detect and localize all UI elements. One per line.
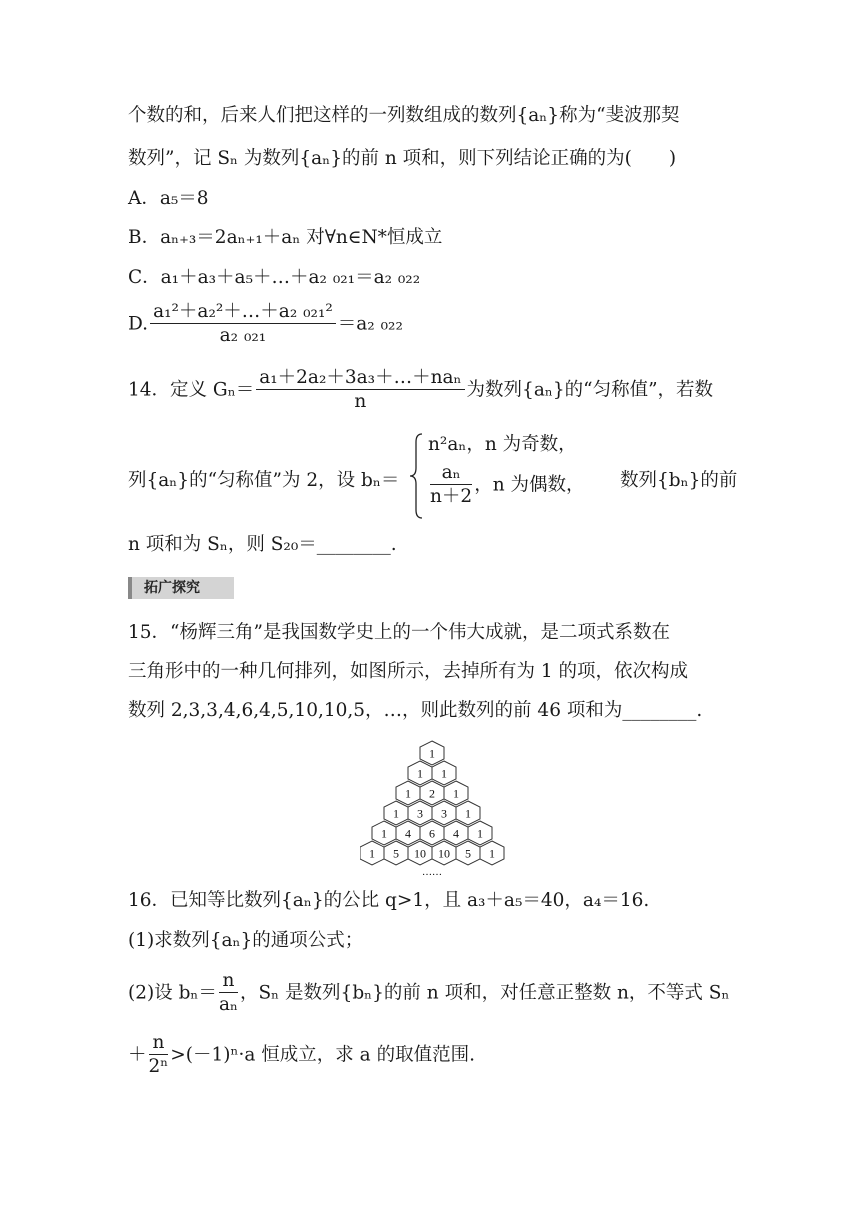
q16-line-3 [128, 970, 729, 1017]
triangle-cell [432, 761, 456, 785]
triangle-ellipsis: …… [422, 867, 442, 877]
triangle-cell-value: 10 [414, 846, 426, 861]
q14-fraction-numerator: a₁＋2a₂＋3a₃＋…＋naₙ [256, 367, 464, 390]
q16-part2-tail: ，Sₙ 是数列{bₙ}的前 n 项和，对任意正整数 n，不等式 Sₙ [239, 982, 730, 1004]
triangle-cell-value: 5 [393, 846, 399, 861]
q13-option-d-numerator: a₁²＋a₂²＋…＋a₂ ₀₂₁² [150, 301, 336, 324]
q13-option-d-label: D. [128, 313, 149, 335]
triangle-cell-value: 1 [465, 806, 471, 821]
q13-option-c: C．a₁＋a₃＋a₅＋…＋a₂ ₀₂₁＝a₂ ₀₂₂ [128, 267, 421, 288]
triangle-cell [468, 821, 492, 845]
q16-line-4 [128, 1032, 475, 1079]
q14-case-even-numerator: aₙ [430, 462, 472, 485]
triangle-cell [432, 841, 456, 865]
triangle-cell-value: 1 [405, 786, 411, 801]
q14-fraction-denominator: n [354, 391, 367, 412]
q16-bn-numerator: n [219, 970, 238, 993]
triangle-cell-value: 5 [465, 846, 471, 861]
q15-line-1: 15．“杨辉三角”是我国数学史上的一个伟大成就，是二项式系数在 [128, 622, 670, 643]
q16-line-1: 16．已知等比数列{aₙ}的公比 q>1，且 a₃＋a₅＝40，a₄＝16. [128, 890, 650, 911]
triangle-cell [408, 761, 432, 785]
q16-line4-denominator: 2ⁿ [148, 1056, 169, 1077]
triangle-cell [396, 781, 420, 805]
triangle-cell [408, 801, 432, 825]
triangle-cell-value: 1 [453, 786, 459, 801]
triangle-cell-value: 6 [429, 826, 435, 841]
triangle-cell-value: 4 [405, 826, 411, 841]
q14-line-1 [128, 367, 713, 414]
triangle-cell-value: 3 [441, 806, 447, 821]
q13-line-1: 个数的和，后来人们把这样的一列数组成的数列{aₙ}称为“斐波那契 [128, 105, 680, 126]
q14-case-even-denominator: n＋2 [430, 486, 473, 507]
q16-line-2: (1)求数列{aₙ}的通项公式； [128, 930, 364, 951]
triangle-cell-value: 3 [417, 806, 423, 821]
triangle-cell [420, 821, 444, 845]
q14-tail: 为数列{aₙ}的“匀称值”，若数 [466, 379, 714, 401]
triangle-cell [420, 741, 444, 765]
piecewise-brace [408, 432, 426, 520]
triangle-cell-value: 1 [381, 826, 387, 841]
triangle-cell-value: 1 [429, 746, 435, 761]
q14-case-even-tail: ，n 为偶数， [474, 474, 585, 496]
q16-bn-denominator: aₙ [218, 994, 238, 1015]
q15-line-2: 三角形中的一种几何排列，如图所示，去掉所有为 1 的项，依次构成 [128, 661, 689, 682]
triangle-cell-value: 1 [441, 766, 447, 781]
q13-option-d-fraction [150, 301, 336, 348]
triangle-cell [384, 841, 408, 865]
triangle-cell-value: 10 [438, 846, 450, 861]
triangle-cell-value: 1 [393, 806, 399, 821]
triangle-cell [480, 841, 504, 865]
q16-line4-lead: ＋ [128, 1044, 147, 1066]
triangle-cell [444, 781, 468, 805]
q16-line4-fraction [149, 1032, 169, 1079]
triangle-cell [408, 841, 432, 865]
triangle-cell [432, 801, 456, 825]
q16-part2-lead: (2)设 bₙ＝ [128, 982, 217, 1004]
triangle-cell-value: 1 [417, 766, 423, 781]
triangle-cell [456, 801, 480, 825]
q15-line-3: 数列 2,3,3,4,6,4,5,10,10,5，…，则此数列的前 46 项和为________. [128, 700, 703, 721]
q13-option-d-denominator: a₂ ₀₂₁ [219, 325, 267, 346]
q14-case-odd: n²aₙ，n 为奇数， [428, 434, 577, 455]
triangle-cell [444, 821, 468, 845]
q13-option-d-rhs: ＝a₂ ₀₂₂ [337, 313, 403, 335]
triangle-cell [384, 801, 408, 825]
q13-line-2: 数列”，记 Sₙ 为数列{aₙ}的前 n 项和，则下列结论正确的为( ) [128, 148, 677, 169]
q16-line4-numerator: n [149, 1032, 169, 1055]
section-tag-extension: 拓广探究 [128, 577, 234, 599]
triangle-cell [396, 821, 420, 845]
yanghui-triangle-figure [360, 737, 510, 877]
triangle-cell-value: 4 [453, 826, 459, 841]
q16-line4-tail: >(－1)ⁿ·a 恒成立，求 a 的取值范围. [170, 1044, 475, 1066]
q13-option-b: B．aₙ₊₃＝2aₙ₊₁＋aₙ 对∀n∈N*恒成立 [128, 227, 443, 248]
triangle-cell-value: 2 [429, 786, 435, 801]
triangle-cell-value: 1 [489, 846, 495, 861]
triangle-cell [456, 841, 480, 865]
q14-case-even-fraction [430, 462, 472, 509]
q16-bn-fraction [219, 970, 238, 1017]
triangle-cell [372, 821, 396, 845]
triangle-cell [360, 841, 384, 865]
q14-lead: 14．定义 Gₙ＝ [128, 379, 255, 401]
q14-fraction [256, 367, 464, 414]
q14-line-3: n 项和为 Sₙ，则 S₂₀＝________. [128, 534, 397, 555]
q14-case-even [428, 462, 584, 509]
triangle-cell [420, 781, 444, 805]
q14-line-2-right: 数列{bₙ}的前 [620, 470, 738, 491]
q13-option-d [128, 301, 403, 348]
q14-line-2-left: 列{aₙ}的“匀称值”为 2，设 bₙ＝ [128, 470, 400, 491]
triangle-cell-value: 1 [369, 846, 375, 861]
triangle-cell-value: 1 [477, 826, 483, 841]
q13-option-a: A．a₅＝8 [128, 188, 209, 209]
